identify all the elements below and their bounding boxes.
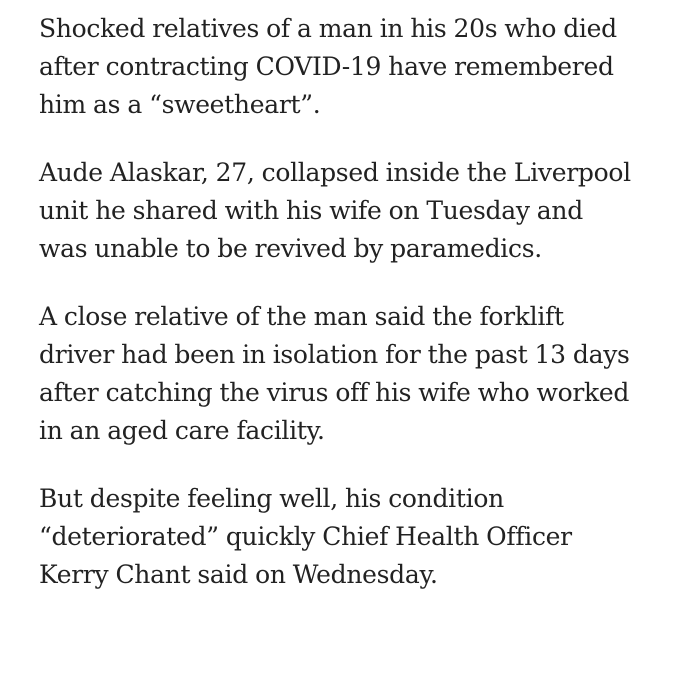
text-line: Aude Alaskar, 27, collapsed inside the Liverpool	[39, 158, 631, 187]
text-line: him as a “sweetheart”.	[39, 90, 321, 119]
text-line: Kerry Chant said on Wednesday.	[39, 560, 438, 589]
article-paragraph-3	[39, 298, 659, 450]
text-line: after contracting COVID-19 have remembered	[39, 52, 614, 81]
text-line: in an aged care facility.	[39, 416, 325, 445]
text-line: Shocked relatives of a man in his 20s who died	[39, 14, 617, 43]
text-line: But despite feeling well, his condition	[39, 484, 504, 513]
article-body	[39, 10, 659, 624]
text-line: “deteriorated” quickly Chief Health Officer	[39, 522, 572, 551]
text-line: A close relative of the man said the forklift	[39, 302, 564, 331]
text-line: after catching the virus off his wife who worked	[39, 378, 630, 407]
text-line: driver had been in isolation for the past 13 days	[39, 340, 630, 369]
text-line: was unable to be revived by paramedics.	[39, 234, 542, 263]
article-paragraph-1	[39, 10, 659, 124]
text-line: unit he shared with his wife on Tuesday and	[39, 196, 583, 225]
article-paragraph-2	[39, 154, 659, 268]
article-paragraph-4	[39, 480, 659, 594]
